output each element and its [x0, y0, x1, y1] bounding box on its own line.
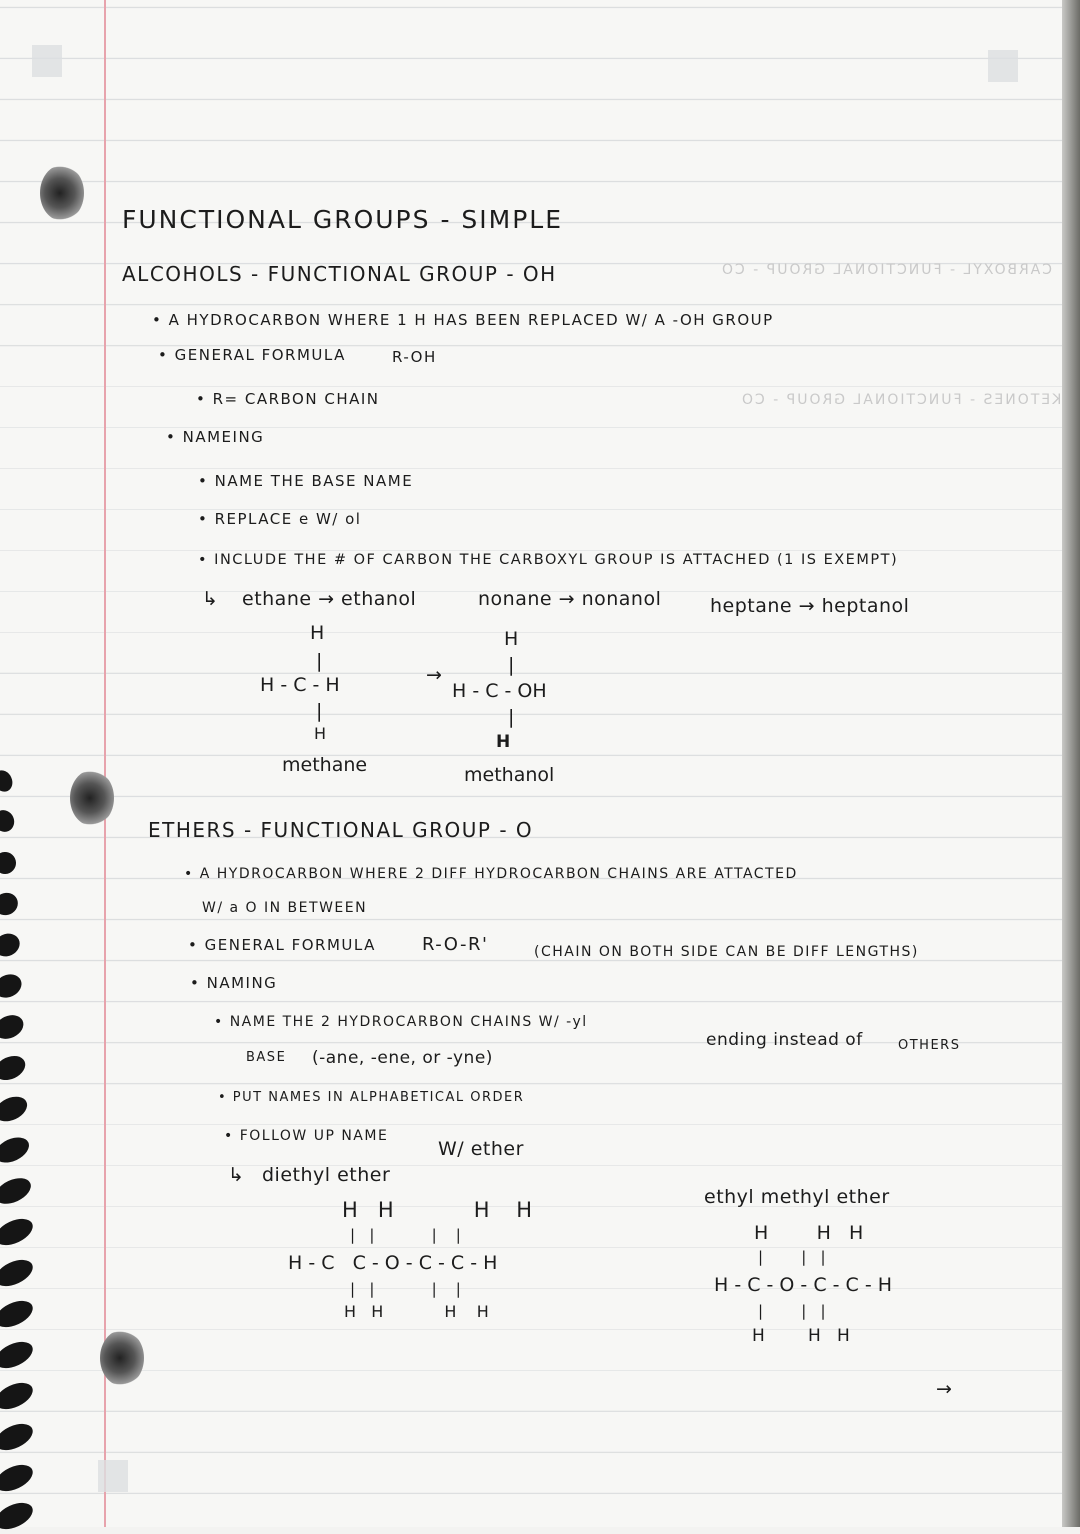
page-title: FUNCTIONAL GROUPS - SIMPLE [122, 205, 564, 234]
binder-hole [100, 1330, 144, 1386]
examples-arrow-icon: ↳ [228, 1164, 245, 1186]
page-edge [1062, 0, 1080, 1527]
alcohols-naming-rule: • REPLACE e W/ ol [198, 510, 362, 528]
ether-example-label: diethyl ether [262, 1164, 391, 1186]
alcohols-naming-heading: • NAMEING [166, 428, 265, 446]
corner-mark [98, 1460, 128, 1492]
ethers-general-formula-note: (CHAIN ON BOTH SIDE CAN BE DIFF LENGTHS) [534, 944, 919, 960]
alcohols-general-formula: R-OH [392, 348, 437, 366]
ethers-general-formula: R-O-R' [422, 934, 489, 955]
corner-mark [988, 50, 1018, 82]
alcohols-naming-rule: • INCLUDE THE # OF CARBON THE CARBOXYL GROUP IS ATTACHED (1 IS EXEMPT) [198, 552, 899, 568]
ethers-naming-rule: (-ane, -ene, or -yne) [312, 1048, 493, 1068]
alcohols-heading: ALCOHOLS - FUNCTIONAL GROUP - OH [122, 262, 557, 286]
ethers-definition: • A HYDROCARBON WHERE 2 DIFF HYDROCARBON CHAINS ARE ATTACTED [184, 866, 798, 882]
reaction-arrow-icon: → [426, 664, 442, 686]
alcohol-example: nonane → nonanol [478, 588, 662, 610]
margin-line [104, 0, 106, 1527]
ethers-naming-heading: • NAMING [190, 974, 278, 992]
bleed-through-text: KETONES - FUNCTIONAL GROUP - CO [740, 392, 1062, 408]
alcohols-naming-rule: • NAME THE BASE NAME [198, 472, 414, 490]
continue-arrow-icon: → [936, 1378, 952, 1400]
alcohols-definition: • A HYDROCARBON WHERE 1 H HAS BEEN REPLACED W/ A -OH GROUP [152, 311, 774, 329]
binder-hole [70, 770, 114, 826]
corner-mark [32, 45, 62, 77]
alcohol-example: ethane → ethanol [242, 588, 417, 610]
ethers-naming-rule: • PUT NAMES IN ALPHABETICAL ORDER [218, 1090, 525, 1105]
ethers-general-formula-label: • GENERAL FORMULA [188, 936, 376, 954]
ethers-naming-rule: ending instead of [706, 1030, 863, 1050]
ethers-naming-rule: • NAME THE 2 HYDROCARBON CHAINS W/ -yl [214, 1014, 588, 1030]
alcohol-example: heptane → heptanol [710, 595, 910, 617]
ethers-naming-rule: • FOLLOW UP NAME [224, 1128, 389, 1144]
ethers-naming-rule: BASE [246, 1050, 287, 1065]
ether-example-label: ethyl methyl ether [704, 1186, 890, 1208]
alcohols-general-formula-label: • GENERAL FORMULA [158, 346, 346, 364]
ethers-naming-rule: OTHERS [898, 1038, 961, 1053]
ethers-heading: ETHERS - FUNCTIONAL GROUP - O [148, 818, 534, 842]
alcohols-r-definition: • R= CARBON CHAIN [196, 390, 380, 408]
binder-hole [40, 165, 84, 221]
examples-arrow-icon: ↳ [202, 588, 219, 610]
ethers-naming-rule: W/ ether [438, 1138, 524, 1160]
ethers-definition-cont: W/ a O IN BETWEEN [202, 900, 368, 916]
bleed-through-text: CARBOXYL - FUNCTIONAL GROUP - CO [720, 262, 1053, 278]
